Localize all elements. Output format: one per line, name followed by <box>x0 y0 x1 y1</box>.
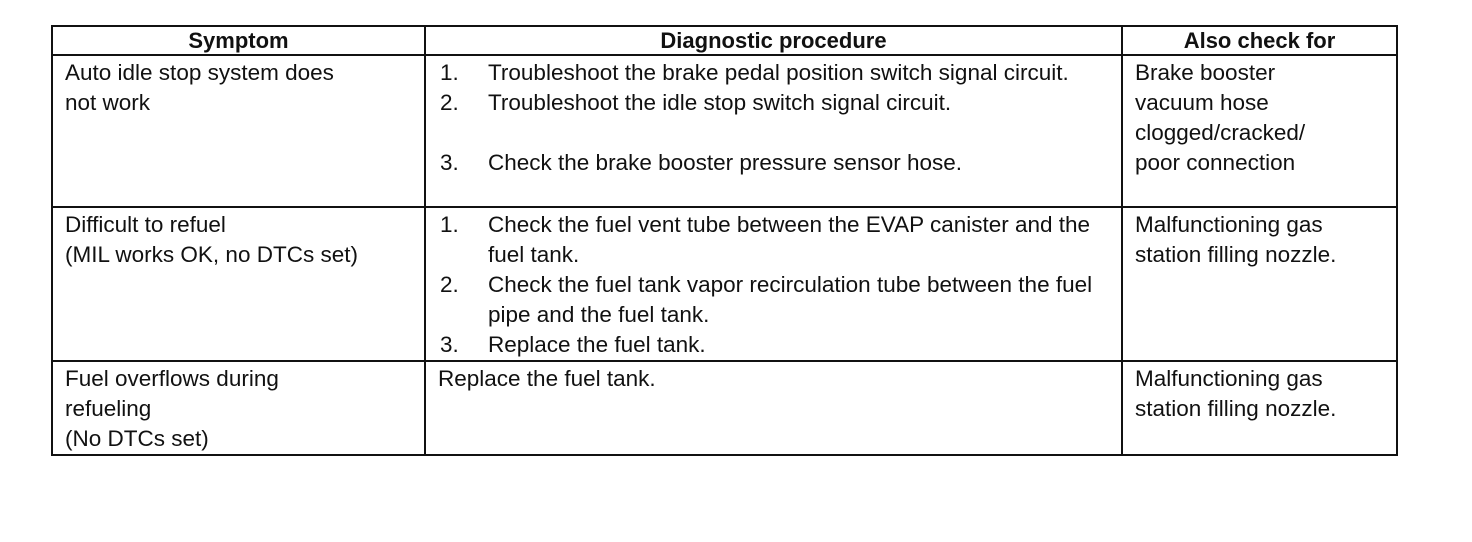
also-check-cell <box>1122 207 1397 361</box>
table-row <box>52 207 1397 361</box>
step-number: 1. <box>440 60 459 85</box>
step-number: 3. <box>440 332 459 357</box>
procedure-cell <box>425 207 1122 361</box>
header-diagnostic-procedure: Diagnostic procedure <box>425 26 1122 55</box>
step-number: 1. <box>440 212 459 237</box>
also-check-line: vacuum hose <box>1135 90 1269 115</box>
symptom-cell <box>52 361 425 455</box>
symptom-line: Fuel overflows during <box>65 366 279 391</box>
symptom-line: Auto idle stop system does <box>65 60 334 85</box>
symptom-line: refueling <box>65 396 152 421</box>
also-check-line: Brake booster <box>1135 60 1276 85</box>
also-check-cell <box>1122 361 1397 455</box>
step-number: 3. <box>440 150 459 175</box>
procedure-step <box>440 210 1109 270</box>
procedure-step <box>440 88 1109 118</box>
procedure-text: Replace the fuel tank. <box>438 366 656 391</box>
step-text: Troubleshoot the idle stop switch signal circuit. <box>488 90 952 115</box>
procedure-step <box>440 148 1109 178</box>
also-check-line: poor connection <box>1135 150 1296 175</box>
symptom-line: Difficult to refuel <box>65 212 226 237</box>
also-check-cell <box>1122 55 1397 207</box>
procedure-step <box>440 270 1109 330</box>
step-text: Replace the fuel tank. <box>488 332 706 357</box>
procedure-step <box>440 58 1109 88</box>
symptom-cell <box>52 55 425 207</box>
procedure-cell <box>425 361 1122 455</box>
diagnostic-table <box>51 25 1398 456</box>
step-text: Check the brake booster pressure sensor hose. <box>488 150 963 175</box>
table-row <box>52 361 1397 455</box>
header-symptom: Symptom <box>52 26 425 55</box>
symptom-line: (MIL works OK, no DTCs set) <box>65 242 358 267</box>
table-row <box>52 55 1397 207</box>
header-row <box>52 26 1397 55</box>
also-check-line: Malfunctioning gas <box>1135 212 1323 237</box>
symptom-cell <box>52 207 425 361</box>
step-text: Check the fuel tank vapor recirculation tube between the fuel pipe and the fuel tank. <box>488 272 1093 327</box>
also-check-line: station filling nozzle. <box>1135 396 1337 421</box>
also-check-line: Malfunctioning gas <box>1135 366 1323 391</box>
step-number: 2. <box>440 272 459 297</box>
header-also-check-for: Also check for <box>1122 26 1397 55</box>
also-check-line: clogged/cracked/ <box>1135 120 1306 145</box>
symptom-line: (No DTCs set) <box>65 426 209 451</box>
step-number: 2. <box>440 90 459 115</box>
step-text: Check the fuel vent tube between the EVAP canister and the fuel tank. <box>488 212 1091 267</box>
procedure-step <box>440 330 1109 360</box>
procedure-cell <box>425 55 1122 207</box>
symptom-line: not work <box>65 90 151 115</box>
also-check-line: station filling nozzle. <box>1135 242 1337 267</box>
step-text: Troubleshoot the brake pedal position switch signal circuit. <box>488 60 1069 85</box>
